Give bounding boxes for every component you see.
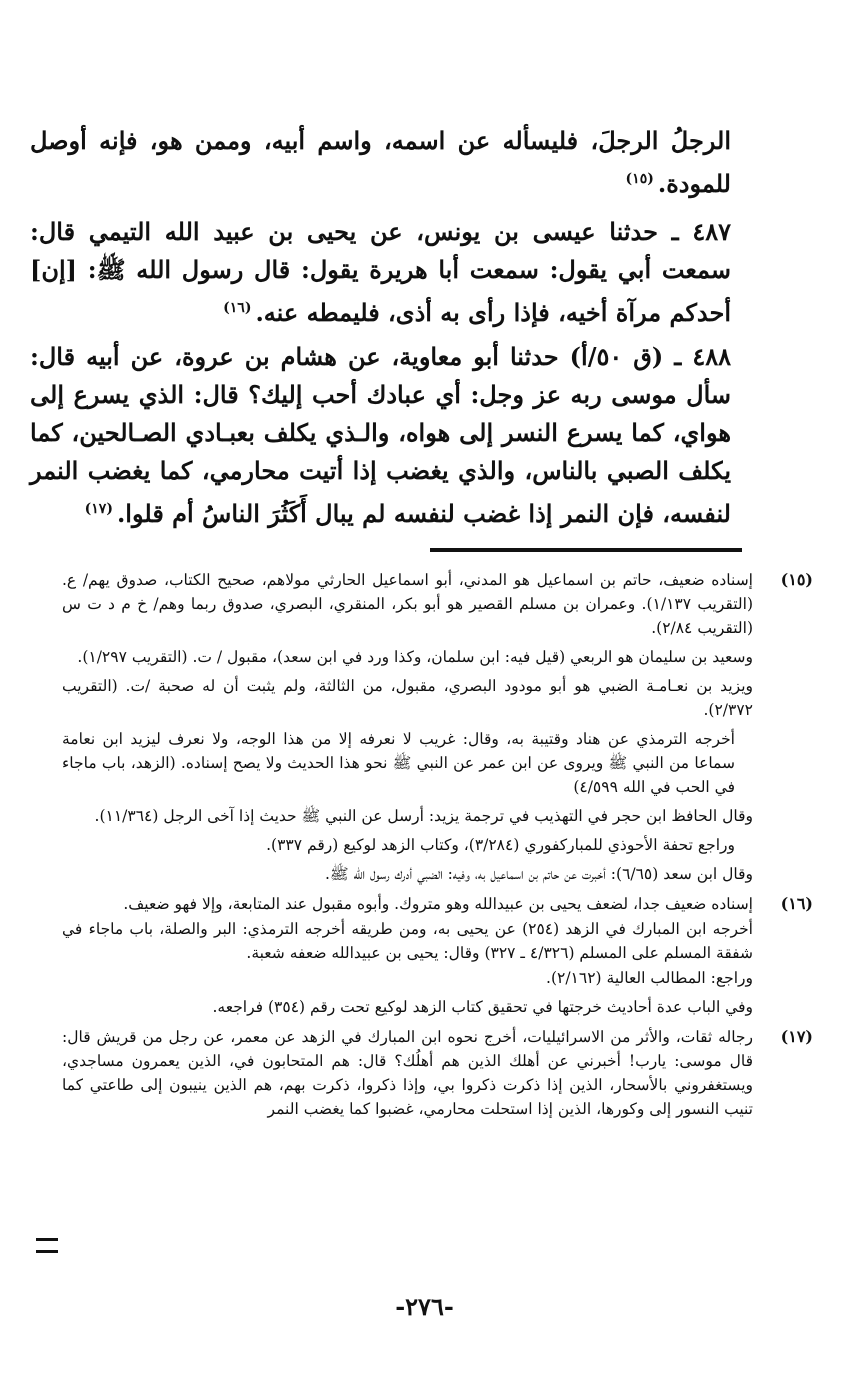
main-paragraph: [30, 213, 731, 332]
footnote: [62, 892, 813, 1019]
main-paragraph: [30, 122, 731, 203]
footnote-line: وفي الباب عدة أحاديث خرجتها في تحقيق كتاب الزهد لوكيع تحت رقم (٣٥٤) فراجعه.: [212, 998, 753, 1016]
footnotes-section: [62, 568, 813, 1127]
footnote-number: (١٦): [780, 894, 813, 913]
footnote-line: رجاله ثقات، والأثر من الاسرائيليات، أخرج نحوه ابن المبارك في الزهد عن معمر، عن رجل من قريش قال: قال موسى: يارب! أخبرني عن أهلك الذين هم أهلُك؟ قال: هم المتحابون في، الذين يعمرون مساجدي، ويستغفروني بالأسحار، الذين إذا ذكرت ذكروا بي، وإذا ذكروا، ذكرت بهم، هم الذين ينيبون إلى طاعتي كما تنيب النسور إلى وكورها، الذين إذا استحلت محارمي، غضبوا كما يغضب النمر: [62, 1028, 753, 1118]
main-paragraph: [30, 338, 731, 533]
footnote-line: أخرجه ابن المبارك في الزهد (٢٥٤) عن يحيى به، ومن طريقه أخرجه الترمذي: البر والصلة، باب ماجاء في شفقة المسلم على المسلم (٤/٣٢٦ ـ ٣٢٧) وقال: يحيى بن عبيدالله ضعفه شعبة.: [62, 920, 753, 962]
page-number: -٢٧٦-: [395, 1292, 454, 1321]
footnote-line: وقال ابن سعد (٦/٦٥): أخبرت عن حاتم بن اسماعيل به، وفيه: الضبي أدرك رسول الله ﷺ.: [324, 865, 753, 883]
main-text: [30, 122, 731, 539]
paragraph-text: ٤٨٧ ـ حدثنا عيسى بن يونس، عن يحيى بن عبيد الله التيمي قال: سمعت أبي يقول: سمعت أبا هريرة يقول: قال رسول الله ﷺ: [إن] أحدكم مرآة أخيه، فإذا رأى به أذى، فليمطه عنه.: [30, 217, 731, 327]
footnote-line: ويزيد بن نعـامـة الضبي هو أبو مودود البصري، مقبول، من الثالثة، ولم يثبت أن له صحبة /ت. (التقريب ٢/٣٧٢).: [62, 677, 753, 719]
continuation-mark: [36, 1238, 58, 1253]
footnote-line: وراجع: المطالب العالية (٢/١٦٢).: [546, 969, 753, 987]
footnote-line: إسناده ضعيف جدا، لضعف يحيى بن عبيدالله وهو متروك. وأبوه مقبول عند المتابعة، وإلا فهو ضعيف.: [123, 895, 753, 913]
footnote-line: وراجع تحفة الأحوذي للمباركفوري (٣/٢٨٤)، وكتاب الزهد لوكيع (رقم ٣٣٧).: [266, 836, 735, 854]
footnote-line: وقال الحافظ ابن حجر في التهذيب في ترجمة يزيد: أرسل عن النبي ﷺ حديث إذا آخى الرجل (١١/٣٦٤).: [94, 807, 753, 825]
footnote-separator: [430, 548, 742, 552]
paragraph-text: الرجلُ الرجلَ، فليسأله عن اسمه، واسم أبيه، وممن هو، فإنه أوصل للمودة.: [30, 126, 732, 198]
footnote: [62, 568, 813, 886]
footnote-line: وسعيد بن سليمان هو الربعي (قيل فيه: ابن سلمان، وكذا ورد في ابن سعد)، مقبول / ت. (التقريب ١/٢٩٧).: [77, 648, 753, 666]
footnote-number: (١٧): [780, 1027, 813, 1046]
footnote-reference: (١٧): [84, 501, 113, 517]
footnote-reference: (١٥): [625, 171, 654, 187]
footnote-reference: (١٦): [223, 300, 252, 316]
paragraph-text: ٤٨٨ ـ (ق ٥٠/أ) حدثنا أبو معاوية، عن هشام بن عروة، عن أبيه قال: سأل موسى ربه عز وجل: أي عبادك أحب إليك؟ قال: الذي يسرع إلى هواي، كما يسرع النسر إلى هواه، والـذي يكلف بعبـادي الصـالحين، كما يكلف الصبي بالناس، والذي يغضب إذا أتيت محارمي، كما يغضب النمر لنفسه، فإن النمر إذا غضب لنفسه لم يبال أَكَثُرَ الناسُ أم قلوا.: [30, 342, 732, 528]
footnote-line: أخرجه الترمذي عن هناد وقتيبة به، وقال: غريب لا نعرفه إلا من هذا الوجه، ولا نعرف ليزيد ابن نعامة سماعا من النبي ﷺ ويروى عن ابن عمر عن النبي ﷺ نحو هذا الحديث ولا يصح إسناده. (الزهد، باب ماجاء في الحب في الله ٤/٥٩٩): [62, 730, 735, 796]
footnote: [62, 1025, 813, 1121]
footnote-number: (١٥): [780, 570, 813, 589]
footnote-line: إسناده ضعيف، حاتم بن اسماعيل هو المدني، أبو اسماعيل الحارثي مولاهم، صحيح الكتاب، صدوق يهم/ ع. (التقريب ١/١٣٧). وعمران بن مسلم القصير هو أبو بكر، المنقري، البصري، صدوق ربما وهم/ خ م د ت س (التقريب ٢/٨٤).: [62, 571, 753, 637]
